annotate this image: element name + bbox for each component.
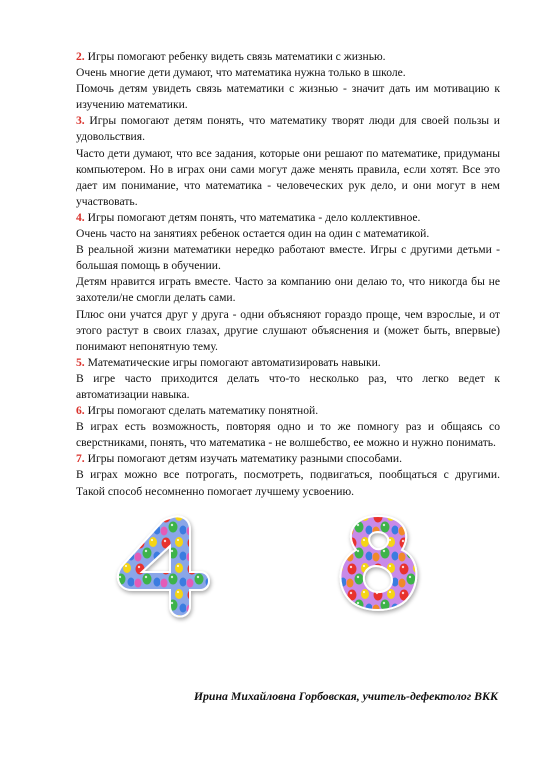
digit-eight-shape — [340, 516, 416, 610]
paragraph — [76, 307, 500, 355]
paragraph — [76, 467, 500, 499]
paragraph-item-5 — [76, 355, 500, 371]
paragraph — [76, 146, 500, 210]
digit-four-shape — [118, 517, 209, 617]
item-number: 5. — [76, 355, 85, 369]
paragraph-text: Часто дети думают, что все задания, которые они решают по математике, придуманы компьютером. Но в играх они сами могут даже менять правила, если хотят. Все это дает им понимание, что математика - человеческих рук дело, и они могут в нем участвовать. — [76, 146, 500, 208]
paragraph-text: Математические игры помогают автоматизировать навыки. — [84, 355, 381, 369]
paragraph-text: Игры помогают сделать математику понятной. — [84, 404, 319, 418]
paragraph-item-2 — [76, 49, 500, 65]
item-number: 4. — [76, 210, 85, 224]
item-number: 7. — [76, 452, 85, 466]
paragraph-text: Помочь детям увидеть связь математики с жизнью - значит дать им мотивацию к изучению математики. — [76, 82, 500, 112]
paragraph — [76, 65, 500, 81]
paragraph-item-4 — [76, 210, 500, 226]
author-signature: Ирина Михайловна Горбовская, учитель-дефектолог ВКК — [193, 689, 498, 703]
paragraph — [76, 371, 500, 403]
paragraph-text: Плюс они учатся друг у друга - одни объясняют гораздо проще, чем взрослые, и от этого растут в своих глазах, другие слушают объяснения и (может быть, впервые) понимают непонятную тему. — [76, 307, 500, 353]
paragraph-text: В реальной жизни математики нередко работают вместе. Игры с другими детьми - большая помощь в обучении. — [76, 243, 500, 273]
paragraph-text: Очень многие дети думают, что математика нужна только в школе. — [76, 66, 406, 80]
paragraph-text: Игры помогают детям изучать математику разными способами. — [84, 452, 402, 466]
balloon-digit-four-image — [108, 510, 228, 625]
paragraph-text: В игре часто приходится делать что-то несколько раз, что легко ведет к автоматизации навыка. — [76, 371, 500, 401]
paragraph-text: Очень часто на занятиях ребенок остается один на один с математикой. — [76, 227, 430, 241]
item-number: 3. — [76, 114, 85, 128]
paragraph-text: В играх есть возможность, повторяя одно и то же помногу раз и общаясь со сверстниками, понять, что математика - не волшебство, ее можно и нужно понимать. — [76, 420, 500, 450]
paragraph-item-3 — [76, 113, 500, 145]
article-body — [76, 49, 500, 500]
paragraph — [76, 419, 500, 451]
item-number: 6. — [76, 404, 85, 418]
item-number: 2. — [76, 50, 85, 63]
paragraph — [76, 274, 500, 306]
paragraph — [76, 226, 500, 242]
paragraph-text: Игры помогают детям понять, что математику творят люди для своей пользы и удовольствия. — [76, 114, 500, 144]
paragraph-text: В играх можно все потрогать, посмотреть, подвигаться, пообщаться с другими. Такой способ несомненно помогает лучшему усвоению. — [76, 468, 500, 498]
paragraph — [76, 81, 500, 113]
paragraph-item-6 — [76, 403, 500, 419]
paragraph-item-7 — [76, 451, 500, 467]
paragraph-text: Детям нравится играть вместе. Часто за компанию они делаю то, что никогда бы не захотели/не смогли делать сами. — [76, 275, 500, 305]
paragraph-text: Игры помогают детям понять, что математика - дело коллективное. — [84, 210, 421, 224]
paragraph-text: Игры помогают ребенку видеть связь математики с жизнью. — [84, 50, 386, 63]
paragraph — [76, 242, 500, 274]
balloon-digit-eight-image — [320, 510, 440, 625]
